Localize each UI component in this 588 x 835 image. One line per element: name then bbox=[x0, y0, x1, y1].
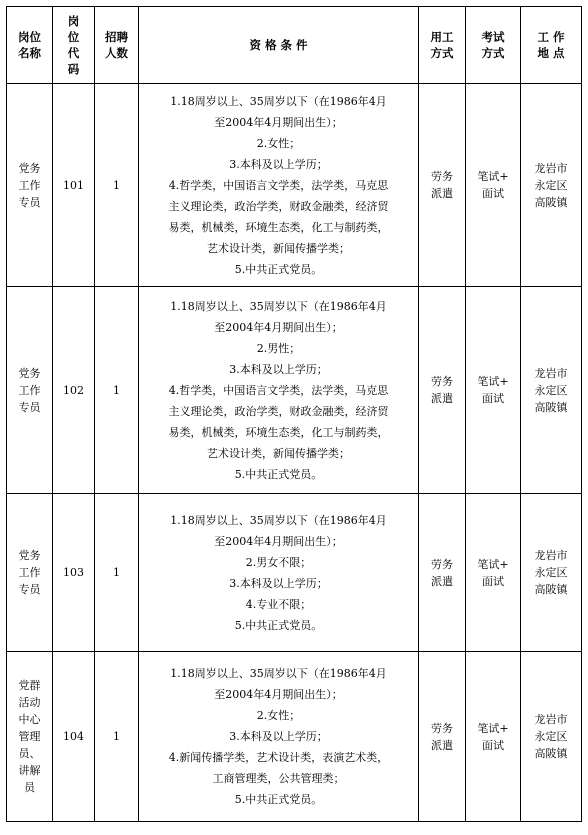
header-position-name-text: 岗位 名称 bbox=[18, 30, 41, 60]
requirement-line: 1.18周岁以上、35周岁以下（在1986年4月 bbox=[170, 94, 387, 108]
header-qualifications bbox=[139, 7, 419, 84]
requirement-line: 易类，机械类，环境生态类，化工与制药类， bbox=[168, 220, 389, 234]
position-code-cell: 101 bbox=[53, 84, 95, 287]
header-position-code bbox=[53, 7, 95, 84]
header-exam-method bbox=[466, 7, 521, 84]
header-recruit-count-text: 招聘 人数 bbox=[105, 30, 128, 60]
requirement-line: 3.本科及以上学历； bbox=[229, 576, 328, 590]
header-employment-type bbox=[419, 7, 466, 84]
requirement-line: 工商管理类，公共管理类； bbox=[212, 772, 345, 785]
requirement-line: 1.18周岁以上、35周岁以下（在1986年4月 bbox=[170, 667, 387, 680]
position-name-cell: 党务 工作 专员 bbox=[7, 494, 53, 652]
exam-method-cell: 笔试+ 面试 bbox=[466, 84, 521, 287]
requirement-line: 4.哲学类，中国语言文学类，法学类，马克思 bbox=[168, 178, 389, 192]
requirement-line: 主义理论类，政治学类，财政金融类，经济贸 bbox=[168, 404, 389, 418]
table-row bbox=[7, 652, 582, 822]
work-location-cell: 龙岩市 永定区 高陂镇 bbox=[521, 84, 582, 287]
employment-type-cell: 劳务 派遣 bbox=[419, 84, 466, 287]
table-row bbox=[7, 287, 582, 494]
requirement-line: 艺术设计类，新闻传播学类； bbox=[207, 241, 350, 255]
recruit-count-cell: 1 bbox=[95, 652, 139, 822]
position-code-cell: 104 bbox=[53, 652, 95, 822]
exam-method-cell: 笔试+ 面试 bbox=[466, 494, 521, 652]
employment-type-cell: 劳务 派遣 bbox=[419, 494, 466, 652]
requirement-line: 至2004年4月期间出生）； bbox=[214, 534, 343, 548]
header-exam-method-text: 考试 方式 bbox=[481, 30, 505, 60]
recruit-count-cell: 1 bbox=[95, 494, 139, 652]
requirements-cell bbox=[139, 84, 419, 287]
header-qualifications-text: 资 格 条 件 bbox=[249, 38, 308, 52]
header-position-code-text: 岗 位 代 码 bbox=[67, 14, 80, 76]
table-row bbox=[7, 494, 582, 652]
employment-type-cell: 劳务 派遣 bbox=[419, 652, 466, 822]
requirement-line: 2.女性； bbox=[256, 136, 301, 150]
requirement-line: 至2004年4月期间出生）； bbox=[214, 115, 343, 129]
requirement-line: 4.专业不限； bbox=[245, 597, 312, 611]
requirements-cell bbox=[139, 652, 419, 822]
requirement-line: 2.女性； bbox=[256, 709, 301, 722]
position-name-cell: 党群 活动 中心 管理 员、 讲解 员 bbox=[7, 652, 53, 822]
exam-method-cell: 笔试+ 面试 bbox=[466, 652, 521, 822]
work-location-cell: 龙岩市 永定区 高陂镇 bbox=[521, 494, 582, 652]
requirement-line: 5.中共正式党员。 bbox=[234, 793, 323, 806]
requirements-cell bbox=[139, 287, 419, 494]
requirement-line: 3.本科及以上学历； bbox=[229, 362, 328, 376]
requirement-line: 5.中共正式党员。 bbox=[234, 262, 323, 276]
requirement-line: 主义理论类，政治学类，财政金融类，经济贸 bbox=[168, 199, 389, 213]
requirement-line: 1.18周岁以上、35周岁以下（在1986年4月 bbox=[170, 299, 387, 313]
requirement-line: 4.哲学类，中国语言文学类，法学类，马克思 bbox=[168, 383, 389, 397]
requirement-line: 易类，机械类，环境生态类，化工与制药类， bbox=[168, 425, 389, 439]
position-name-cell: 党务 工作 专员 bbox=[7, 84, 53, 287]
requirement-line: 至2004年4月期间出生）； bbox=[214, 320, 343, 334]
requirement-line: 3.本科及以上学历； bbox=[229, 157, 328, 171]
recruit-count-cell: 1 bbox=[95, 84, 139, 287]
employment-type-cell: 劳务 派遣 bbox=[419, 287, 466, 494]
header-work-location-text: 工 作 地 点 bbox=[537, 30, 565, 60]
work-location-cell: 龙岩市 永定区 高陂镇 bbox=[521, 652, 582, 822]
position-code-cell: 102 bbox=[53, 287, 95, 494]
requirement-line: 至2004年4月期间出生）； bbox=[214, 688, 343, 701]
header-row bbox=[7, 7, 582, 84]
position-name-cell: 党务 工作 专员 bbox=[7, 287, 53, 494]
header-position-name bbox=[7, 7, 53, 84]
header-employment-type-text: 用工 方式 bbox=[430, 30, 454, 60]
requirement-line: 艺术设计类，新闻传播学类； bbox=[207, 446, 350, 460]
header-recruit-count bbox=[95, 7, 139, 84]
requirement-line: 5.中共正式党员。 bbox=[234, 618, 323, 632]
requirements-cell bbox=[139, 494, 419, 652]
requirement-line: 1.18周岁以上、35周岁以下（在1986年4月 bbox=[170, 513, 387, 527]
position-code-cell: 103 bbox=[53, 494, 95, 652]
requirement-line: 2.男女不限； bbox=[245, 555, 312, 569]
recruit-count-cell: 1 bbox=[95, 287, 139, 494]
requirement-line: 4.新闻传播学类，艺术设计类，表演艺术类， bbox=[168, 751, 389, 764]
exam-method-cell: 笔试+ 面试 bbox=[466, 287, 521, 494]
recruitment-table bbox=[6, 6, 582, 822]
requirement-line: 2.男性； bbox=[256, 341, 301, 355]
table-row bbox=[7, 84, 582, 287]
requirement-line: 5.中共正式党员。 bbox=[234, 467, 323, 481]
header-work-location bbox=[521, 7, 582, 84]
requirement-line: 3.本科及以上学历； bbox=[229, 730, 328, 743]
work-location-cell: 龙岩市 永定区 高陂镇 bbox=[521, 287, 582, 494]
